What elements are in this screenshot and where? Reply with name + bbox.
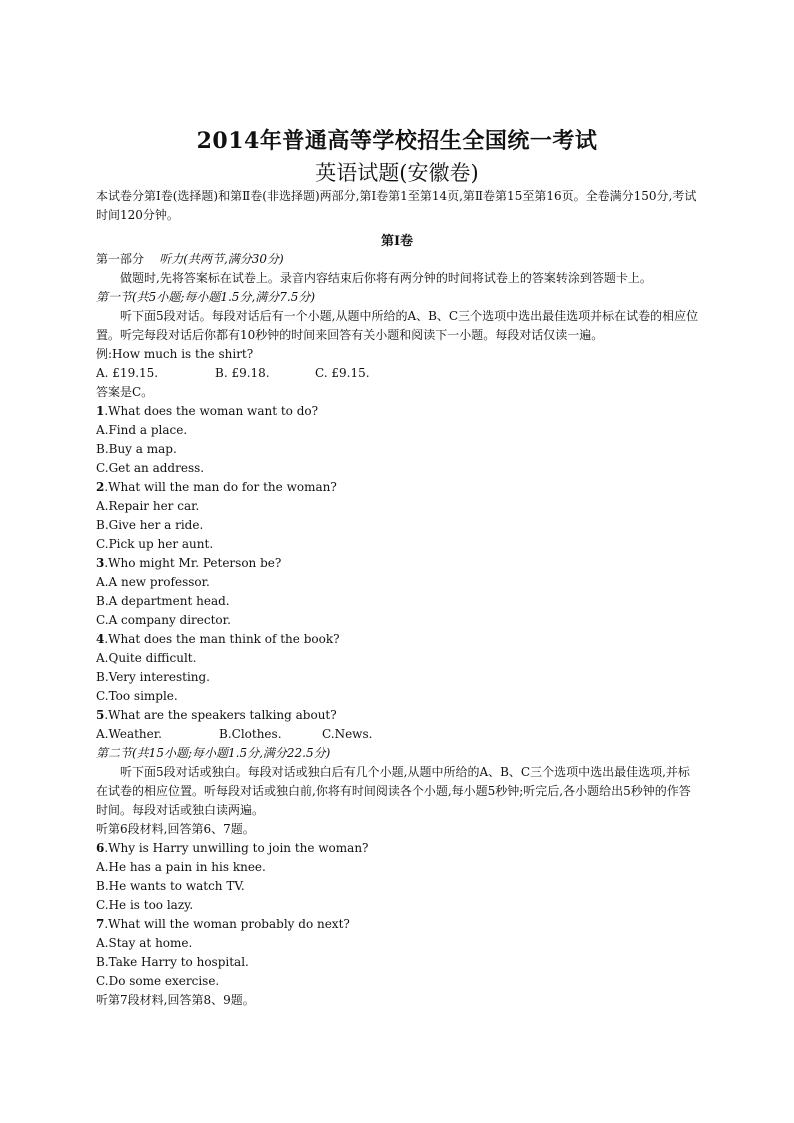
option-a: A.Stay at home. [96, 936, 193, 950]
question-stem [96, 402, 699, 421]
listen-material-7: 听第7段材料,回答第8、9题。 [96, 993, 255, 1007]
question-stem [96, 478, 699, 497]
question-4 [96, 630, 699, 706]
question-1 [96, 402, 699, 478]
part1-head: 第一部分 [96, 252, 145, 266]
option-c: C.Do some exercise. [96, 974, 220, 988]
exam-title: 2014年普通高等学校招生全国统一考试 [196, 128, 598, 154]
example-option-b: B. £9.18. [215, 366, 270, 380]
question-7 [96, 915, 699, 991]
question-stem [96, 839, 699, 858]
option-c: C.Too simple. [96, 689, 178, 703]
option-a: A.Find a place. [96, 423, 188, 437]
question-number: 6 [96, 841, 105, 855]
option-b: B.Buy a map. [96, 442, 177, 456]
question-5 [96, 706, 699, 744]
option-c: C.News. [322, 727, 373, 741]
question-text: .Who might Mr. Peterson be? [104, 556, 282, 570]
question-text: .What does the woman want to do? [104, 404, 319, 418]
example-answer: 答案是C。 [96, 385, 154, 399]
option-a: A.Weather. [96, 727, 162, 741]
exam-subtitle: 英语试题(安徽卷) [315, 161, 479, 185]
section1-instruction: 听下面5段对话。每段对话后有一个小题,从题中所给的A、B、C三个选项中选出最佳选项并标在试卷的相应位置。听完每段对话后你都有10秒钟的时间来回答有关小题和阅读下一小题。每段对话仅读一遍。 [96, 309, 699, 342]
option-b: B.Clothes. [219, 727, 282, 741]
question-stem [96, 706, 699, 725]
question-number: 2 [96, 480, 105, 494]
example-option-a: A. £19.15. [96, 366, 159, 380]
option-c: C.A company director. [96, 613, 231, 627]
option-c: C.He is too lazy. [96, 898, 194, 912]
option-c: C.Get an address. [96, 461, 205, 475]
listen-material-6: 听第6段材料,回答第6、7题。 [96, 822, 255, 836]
example-options [96, 364, 699, 383]
question-5-options [96, 725, 699, 744]
option-c: C.Pick up her aunt. [96, 537, 214, 551]
example-question: 例:How much is the shirt? [96, 347, 254, 361]
option-b: B.Take Harry to hospital. [96, 955, 249, 969]
question-stem [96, 554, 699, 573]
option-b: B.Give her a ride. [96, 518, 204, 532]
question-3 [96, 554, 699, 630]
section2-heading: 第二节(共15小题;每小题1.5分,满分22.5分) [96, 746, 331, 760]
question-text: .What will the man do for the woman? [104, 480, 337, 494]
question-number: 3 [96, 556, 105, 570]
part1-heading [96, 250, 699, 269]
question-text: .What are the speakers talking about? [104, 708, 337, 722]
question-number: 1 [96, 404, 105, 418]
example-option-c: C. £9.15. [315, 366, 370, 380]
question-6 [96, 839, 699, 915]
option-b: B.He wants to watch TV. [96, 879, 245, 893]
part1-head-note: 听力(共两节,满分30分) [159, 252, 284, 266]
question-number: 4 [96, 632, 105, 646]
option-a: A.A new professor. [96, 575, 210, 589]
question-number: 5 [96, 708, 105, 722]
option-a: A.Repair her car. [96, 499, 200, 513]
question-number: 7 [96, 917, 105, 931]
exam-intro: 本试卷分第Ⅰ卷(选择题)和第Ⅱ卷(非选择题)两部分,第Ⅰ卷第1至第14页,第Ⅱ卷第15至第16页。全卷满分150分,考试时间120分钟。 [96, 189, 697, 222]
section2-instruction: 听下面5段对话或独白。每段对话或独白后有几个小题,从题中所给的A、B、C三个选项中选出最佳选项,并标在试卷的相应位置。听每段对话或独白前,你将有时间阅读各个小题,每小题5秒钟;听完后,各小题给出5秒钟的作答时间。每段对话或独白读两遍。 [96, 765, 691, 817]
question-2 [96, 478, 699, 554]
question-text: .Why is Harry unwilling to join the woman? [104, 841, 369, 855]
part1-instruction: 做题时,先将答案标在试卷上。录音内容结束后你将有两分钟的时间将试卷上的答案转涂到答题卡上。 [120, 271, 652, 285]
question-text: .What will the woman probably do next? [104, 917, 350, 931]
question-stem [96, 630, 699, 649]
option-b: B.Very interesting. [96, 670, 210, 684]
question-stem [96, 915, 699, 934]
section1-heading: 第一节(共5小题;每小题1.5分,满分7.5分) [96, 290, 316, 304]
volume-title: 第Ⅰ卷 [380, 234, 414, 249]
option-a: A.Quite difficult. [96, 651, 197, 665]
question-text: .What does the man think of the book? [104, 632, 340, 646]
option-a: A.He has a pain in his knee. [96, 860, 266, 874]
exam-body [96, 250, 699, 1010]
option-b: B.A department head. [96, 594, 230, 608]
